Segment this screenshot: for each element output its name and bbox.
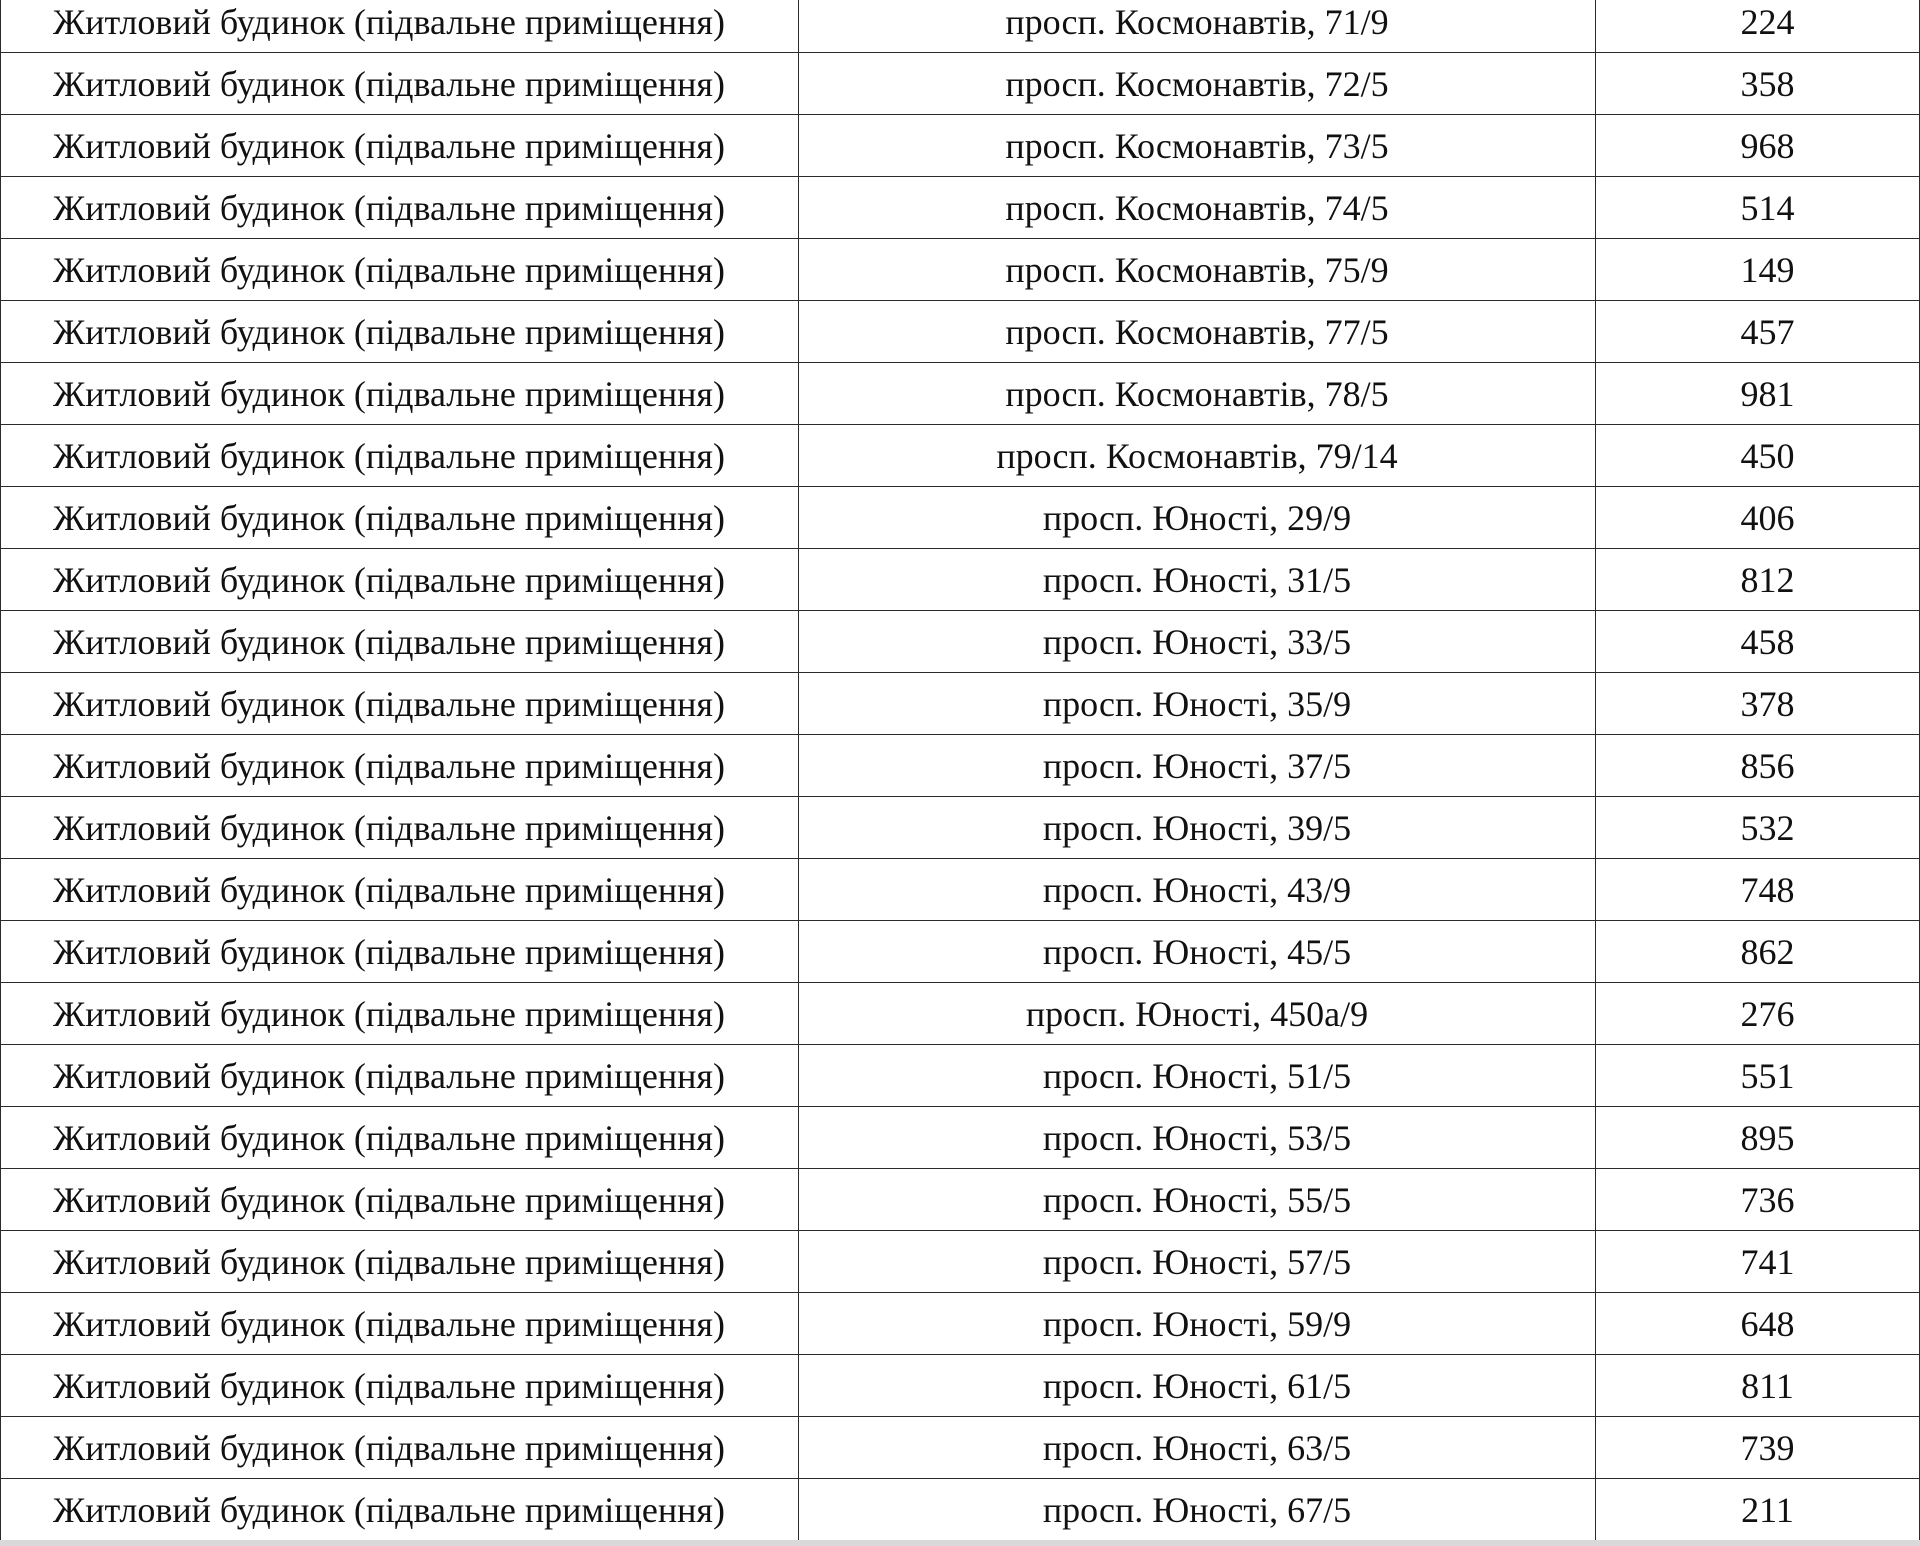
address-cell: просп. Юності, 450а/9 xyxy=(799,983,1596,1045)
address-cell: просп. Юності, 63/5 xyxy=(799,1417,1596,1479)
table-row xyxy=(1,549,1920,611)
building-type-cell: Житловий будинок (підвальне приміщення) xyxy=(1,1169,799,1231)
address-cell: просп. Космонавтів, 72/5 xyxy=(799,53,1596,115)
capacity-cell: 358 xyxy=(1596,53,1920,115)
building-type-cell: Житловий будинок (підвальне приміщення) xyxy=(1,0,799,53)
building-type-cell: Житловий будинок (підвальне приміщення) xyxy=(1,115,799,177)
table-row xyxy=(1,53,1920,115)
capacity-cell: 736 xyxy=(1596,1169,1920,1231)
building-type-cell: Житловий будинок (підвальне приміщення) xyxy=(1,1107,799,1169)
building-type-cell: Житловий будинок (підвальне приміщення) xyxy=(1,487,799,549)
table-row xyxy=(1,115,1920,177)
address-cell: просп. Космонавтів, 75/9 xyxy=(799,239,1596,301)
capacity-cell: 457 xyxy=(1596,301,1920,363)
building-type-cell: Житловий будинок (підвальне приміщення) xyxy=(1,1355,799,1417)
table-row xyxy=(1,735,1920,797)
capacity-cell: 551 xyxy=(1596,1045,1920,1107)
page-bottom-strip xyxy=(0,1540,1920,1546)
capacity-cell: 856 xyxy=(1596,735,1920,797)
table-row xyxy=(1,859,1920,921)
table-row xyxy=(1,983,1920,1045)
address-cell: просп. Юності, 33/5 xyxy=(799,611,1596,673)
address-cell: просп. Юності, 35/9 xyxy=(799,673,1596,735)
capacity-cell: 968 xyxy=(1596,115,1920,177)
address-cell: просп. Космонавтів, 71/9 xyxy=(799,0,1596,53)
address-cell: просп. Юності, 37/5 xyxy=(799,735,1596,797)
capacity-cell: 276 xyxy=(1596,983,1920,1045)
table-row xyxy=(1,425,1920,487)
building-type-cell: Житловий будинок (підвальне приміщення) xyxy=(1,921,799,983)
capacity-cell: 514 xyxy=(1596,177,1920,239)
capacity-cell: 378 xyxy=(1596,673,1920,735)
table-row xyxy=(1,1107,1920,1169)
capacity-cell: 224 xyxy=(1596,0,1920,53)
capacity-cell: 406 xyxy=(1596,487,1920,549)
address-cell: просп. Юності, 67/5 xyxy=(799,1479,1596,1542)
table-row xyxy=(1,921,1920,983)
capacity-cell: 895 xyxy=(1596,1107,1920,1169)
table-row xyxy=(1,1417,1920,1479)
table-row xyxy=(1,611,1920,673)
capacity-cell: 739 xyxy=(1596,1417,1920,1479)
capacity-cell: 862 xyxy=(1596,921,1920,983)
shelter-table-body xyxy=(1,0,1920,1542)
building-type-cell: Житловий будинок (підвальне приміщення) xyxy=(1,363,799,425)
capacity-cell: 748 xyxy=(1596,859,1920,921)
building-type-cell: Житловий будинок (підвальне приміщення) xyxy=(1,859,799,921)
capacity-cell: 741 xyxy=(1596,1231,1920,1293)
building-type-cell: Житловий будинок (підвальне приміщення) xyxy=(1,1231,799,1293)
address-cell: просп. Юності, 55/5 xyxy=(799,1169,1596,1231)
capacity-cell: 532 xyxy=(1596,797,1920,859)
address-cell: просп. Юності, 59/9 xyxy=(799,1293,1596,1355)
address-cell: просп. Юності, 53/5 xyxy=(799,1107,1596,1169)
table-row xyxy=(1,363,1920,425)
table-row xyxy=(1,1045,1920,1107)
building-type-cell: Житловий будинок (підвальне приміщення) xyxy=(1,177,799,239)
capacity-cell: 811 xyxy=(1596,1355,1920,1417)
address-cell: просп. Юності, 43/9 xyxy=(799,859,1596,921)
table-row xyxy=(1,0,1920,53)
address-cell: просп. Юності, 39/5 xyxy=(799,797,1596,859)
building-type-cell: Житловий будинок (підвальне приміщення) xyxy=(1,797,799,859)
building-type-cell: Житловий будинок (підвальне приміщення) xyxy=(1,549,799,611)
table-row xyxy=(1,1231,1920,1293)
table-row xyxy=(1,239,1920,301)
building-type-cell: Житловий будинок (підвальне приміщення) xyxy=(1,1417,799,1479)
capacity-cell: 211 xyxy=(1596,1479,1920,1542)
building-type-cell: Житловий будинок (підвальне приміщення) xyxy=(1,301,799,363)
address-cell: просп. Космонавтів, 77/5 xyxy=(799,301,1596,363)
capacity-cell: 812 xyxy=(1596,549,1920,611)
capacity-cell: 981 xyxy=(1596,363,1920,425)
address-cell: просп. Космонавтів, 74/5 xyxy=(799,177,1596,239)
building-type-cell: Житловий будинок (підвальне приміщення) xyxy=(1,425,799,487)
address-cell: просп. Юності, 45/5 xyxy=(799,921,1596,983)
table-row xyxy=(1,1169,1920,1231)
table-row xyxy=(1,177,1920,239)
address-cell: просп. Юності, 29/9 xyxy=(799,487,1596,549)
address-cell: просп. Космонавтів, 79/14 xyxy=(799,425,1596,487)
address-cell: просп. Юності, 57/5 xyxy=(799,1231,1596,1293)
building-type-cell: Житловий будинок (підвальне приміщення) xyxy=(1,53,799,115)
address-cell: просп. Космонавтів, 78/5 xyxy=(799,363,1596,425)
table-row xyxy=(1,487,1920,549)
table-row xyxy=(1,797,1920,859)
capacity-cell: 450 xyxy=(1596,425,1920,487)
building-type-cell: Житловий будинок (підвальне приміщення) xyxy=(1,983,799,1045)
table-row xyxy=(1,1355,1920,1417)
capacity-cell: 149 xyxy=(1596,239,1920,301)
building-type-cell: Житловий будинок (підвальне приміщення) xyxy=(1,611,799,673)
building-type-cell: Житловий будинок (підвальне приміщення) xyxy=(1,1479,799,1542)
building-type-cell: Житловий будинок (підвальне приміщення) xyxy=(1,1293,799,1355)
address-cell: просп. Юності, 51/5 xyxy=(799,1045,1596,1107)
building-type-cell: Житловий будинок (підвальне приміщення) xyxy=(1,239,799,301)
building-type-cell: Житловий будинок (підвальне приміщення) xyxy=(1,673,799,735)
address-cell: просп. Юності, 61/5 xyxy=(799,1355,1596,1417)
capacity-cell: 458 xyxy=(1596,611,1920,673)
table-row xyxy=(1,673,1920,735)
address-cell: просп. Космонавтів, 73/5 xyxy=(799,115,1596,177)
building-type-cell: Житловий будинок (підвальне приміщення) xyxy=(1,1045,799,1107)
table-row xyxy=(1,1293,1920,1355)
capacity-cell: 648 xyxy=(1596,1293,1920,1355)
address-cell: просп. Юності, 31/5 xyxy=(799,549,1596,611)
table-row xyxy=(1,301,1920,363)
table-row xyxy=(1,1479,1920,1542)
building-type-cell: Житловий будинок (підвальне приміщення) xyxy=(1,735,799,797)
